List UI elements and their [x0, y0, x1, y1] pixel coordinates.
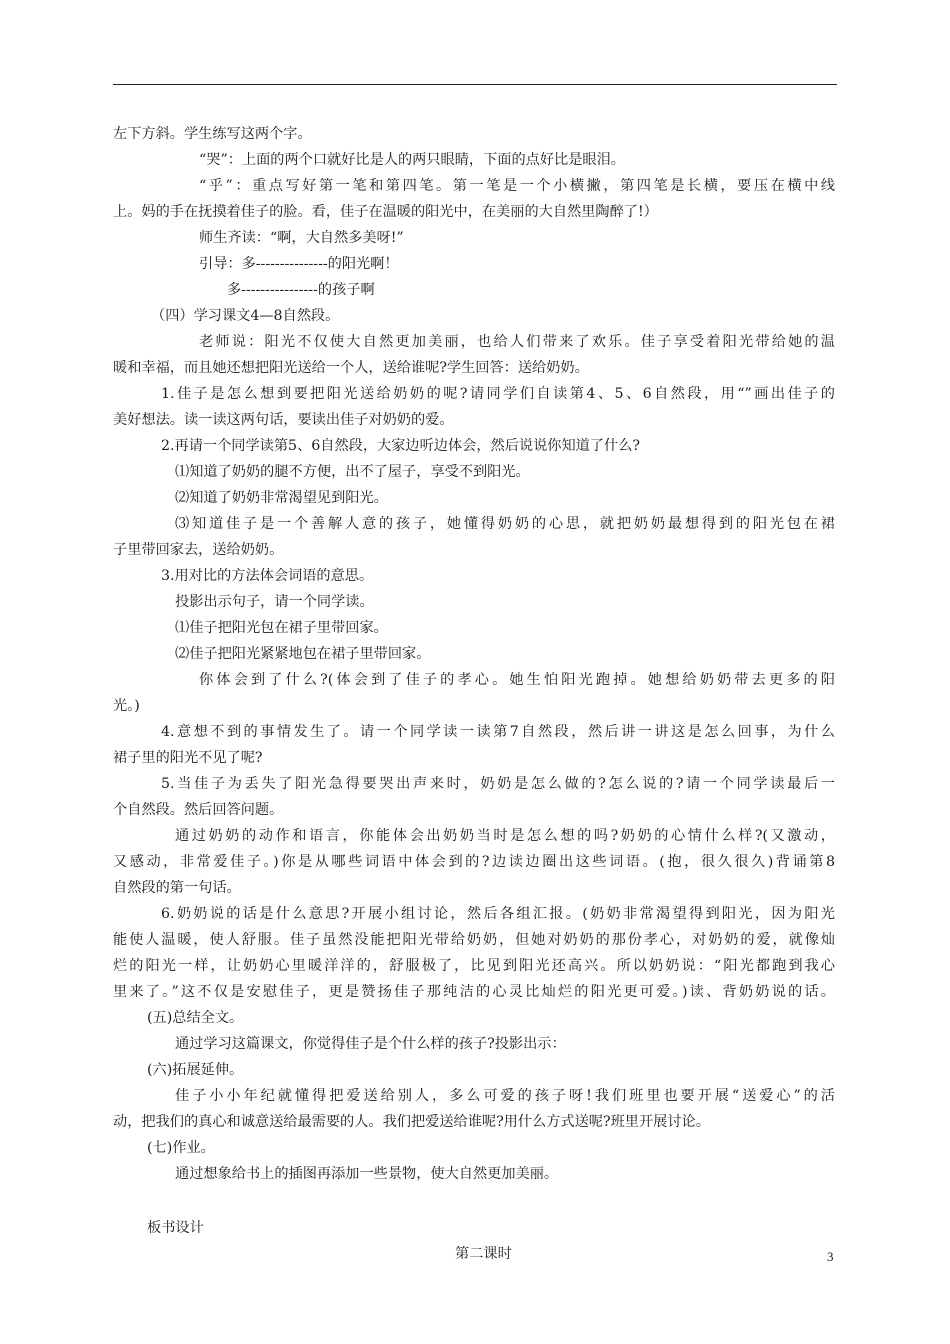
section-heading: (五)总结全文。: [147, 1010, 244, 1026]
text-line: 引导：多---------------的阳光啊！: [199, 256, 399, 272]
text-line: 老师说：阳光不仅使大自然更加美丽，也给人们带来了欢乐。佳子享受着阳光带给她的温: [199, 334, 835, 350]
text-line: 动，把我们的真心和诚意送给最需要的人。我们把爱送给谁呢?用什么方式送呢?班里开展讨论。: [113, 1114, 710, 1130]
text-line: 能使人温暖，使人舒服。佳子虽然没能把阳光带给奶奶，但她对奶奶的那份孝心，对奶奶的爱，就像灿: [113, 932, 835, 948]
text-line: 6.奶奶说的话是什么意思?开展小组讨论，然后各组汇报。(奶奶非常渴望得到阳光，因为阳光: [161, 906, 835, 922]
text-line: 上。妈的手在抚摸着佳子的脸。看，佳子在温暖的阳光中，在美丽的大自然里陶醉了!）: [113, 204, 658, 220]
text-line: 里来了。”这不仅是安慰佳子，更是赞扬佳子那纯洁的心灵比灿烂的阳光更可爱。)读、背奶奶说的话。: [113, 984, 835, 1000]
text-line: 个自然段。然后回答问题。: [113, 802, 284, 818]
text-line: 美好想法。读一读这两句话，要读出佳子对奶奶的爱。: [113, 412, 454, 428]
section-heading: (七)作业。: [147, 1140, 215, 1156]
section-heading: (六)拓展延伸。: [147, 1062, 244, 1078]
text-line: 裙子里的阳光不见了呢?: [113, 750, 263, 766]
lesson-subtitle: 第二课时: [455, 1246, 512, 1262]
text-line: ⑶知道佳子是一个善解人意的孩子，她懂得奶奶的心思，就把奶奶最想得到的阳光包在裙: [175, 516, 835, 532]
text-line: 左下方斜。学生练写这两个字。: [113, 126, 312, 142]
text-line: ⑴佳子把阳光包在裙子里带回家。: [175, 620, 388, 636]
text-line: ⑵佳子把阳光紧紧地包在裙子里带回家。: [175, 646, 431, 662]
header-rule: [113, 84, 837, 85]
text-line: 师生齐读：“啊，大自然多美呀!”: [199, 230, 404, 246]
text-line: “乎”：重点写好第一笔和第四笔。第一笔是一个小横撇，第四笔是长横，要压在横中线: [199, 178, 835, 194]
text-line: 通过想象给书上的插图再添加一些景物，使大自然更加美丽。: [175, 1166, 559, 1182]
text-line: 2.再请一个同学读第5、6自然段，大家边听边体会，然后说说你知道了什么?: [161, 438, 641, 454]
text-line: 自然段的第一句话。: [113, 880, 241, 896]
text-line: “哭”：上面的两个口就好比是人的两只眼睛，下面的点好比是眼泪。: [199, 152, 625, 168]
text-line: 多----------------的孩子啊: [227, 282, 375, 298]
text-line: 5.当佳子为丢失了阳光急得要哭出声来时，奶奶是怎么做的?怎么说的?请一个同学读最后一: [161, 776, 835, 792]
section-heading: （四）学习课文4—8自然段。: [151, 308, 340, 324]
text-line: 烂的阳光一样，让奶奶心里暖洋洋的，舒服极了，比见到阳光还高兴。所以奶奶说：“阳光都跑到我心: [113, 958, 835, 974]
page-number: 3: [827, 1249, 834, 1264]
text-line: 子里带回家去，送给奶奶。: [113, 542, 284, 558]
text-line: 光。): [113, 698, 140, 714]
text-line: 3.用对比的方法体会词语的意思。: [161, 568, 374, 584]
text-line: 投影出示句子，请一个同学读。: [175, 594, 374, 610]
text-line: 4.意想不到的事情发生了。请一个同学读一读第7自然段，然后讲一讲这是怎么回事，为什么: [161, 724, 835, 740]
text-line: 你体会到了什么?(体会到了佳子的孝心。她生怕阳光跑掉。她想给奶奶带去更多的阳: [199, 672, 835, 688]
text-line: 又感动，非常爱佳子。)你是从哪些词语中体会到的?边读边圈出这些词语。(抱，很久很久)背诵第8: [113, 854, 835, 870]
blackboard-design-label: 板书设计: [147, 1220, 204, 1236]
text-line: 通过奶奶的动作和语言，你能体会出奶奶当时是怎么想的吗?奶奶的心情什么样?(又激动，: [175, 828, 835, 844]
text-line: 暖和幸福，而且她还想把阳光送给一个人，送给谁呢?学生回答：送给奶奶。: [113, 360, 589, 376]
text-line: ⑵知道了奶奶非常渴望见到阳光。: [175, 490, 388, 506]
text-line: 佳子小小年纪就懂得把爱送给别人，多么可爱的孩子呀!我们班里也要开展“送爱心”的活: [175, 1088, 835, 1104]
text-line: 通过学习这篇课文，你觉得佳子是个什么样的孩子?投影出示：: [175, 1036, 566, 1052]
text-line: 1.佳子是怎么想到要把阳光送给奶奶的呢?请同学们自读第4、5、6自然段，用“”画出佳子的: [161, 386, 835, 402]
text-line: ⑴知道了奶奶的腿不方便，出不了屋子，享受不到阳光。: [175, 464, 530, 480]
